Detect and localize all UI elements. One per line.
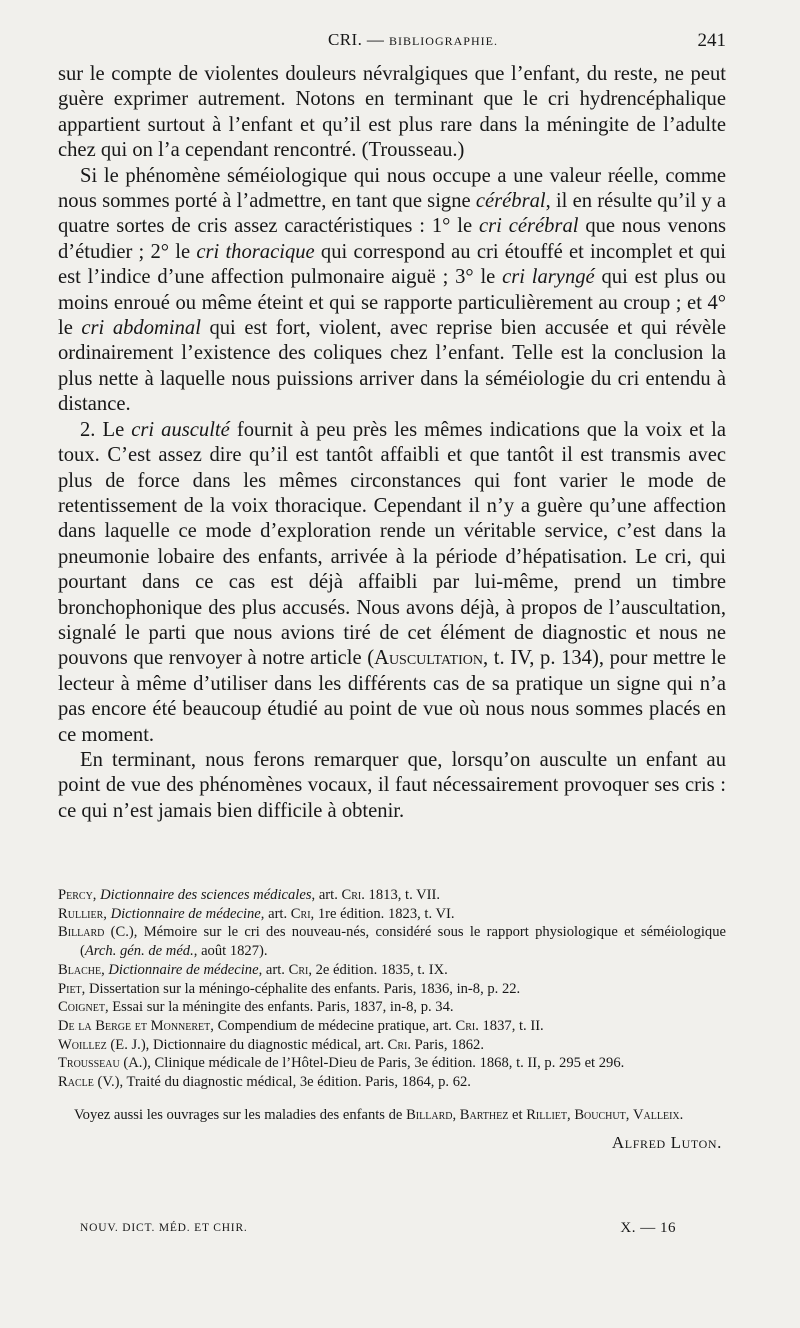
author-signature: Alfred Luton.	[611, 1133, 722, 1153]
reference-entry: Blache, Dictionnaire de médecine, art. Cri, 2e édition. 1835, t. IX.	[58, 961, 448, 978]
reference-list	[58, 886, 726, 1092]
bibliography	[58, 886, 726, 1154]
reference-entry: De la Berge et Monneret, Compendium de médecine pratique, art. Cri. 1837, t. II.	[58, 1017, 544, 1034]
running-head-dash: —	[362, 30, 389, 49]
reference-entry: Racle (V.), Traité du diagnostic médical, 3e édition. Paris, 1864, p. 62.	[58, 1074, 471, 1091]
term-cerebral: cérébral	[475, 190, 546, 213]
paragraph-continued: sur le compte de violentes douleurs névralgiques que l’enfant, du reste, ne peut guère exprimer autrement. Notons en terminant que le cri hydrencéphalique appartient surtout à l’enfant et qu’il est plus rare dans la méningite de l’adulte chez qui on l’a cependant rencontré. (Trousseau.)	[58, 63, 726, 162]
running-head-left: CRI.	[328, 30, 363, 49]
footer-signature-mark: X. — 16	[620, 1220, 676, 1236]
reference-entry: Piet, Dissertation sur la méningo-céphalite des enfants. Paris, 1836, in-8, p. 22.	[58, 980, 521, 997]
term-cri-abdominal: cri abdominal	[81, 317, 201, 340]
term-cri-thoracique: cri thoracique	[196, 240, 315, 263]
page-footer	[80, 1220, 676, 1242]
main-text	[58, 62, 726, 824]
reference-entry: Billard (C.), Mémoire sur le cri des nouveau-nés, considéré sous le rapport physiologique et séméiologique (Arch. gén. de méd., août 1827).	[58, 924, 726, 960]
paragraph-cry-types: Si le phénomène séméiologique qui nous occupe a une valeur réelle, comme nous sommes porté à l’admettre, en tant que signe cérébral, il en résulte qu’il y a quatre sortes de cris assez caractéristiques : 1° le cri cérébral que nous venons d’étudier ; 2° le cri thoracique qui correspond au cri étouffé et incomplet et qui est l’indice d’une affection pulmonaire aiguë ; 3° le cri laryngé qui est plus ou moins enroué ou même éteint et qui se rapporte particulièrement au croup ; et 4° le cri abdominal qui est fort, violent, avec reprise bien accusée et qui révèle ordinairement l’existence des coliques chez l’enfant. Telle est la conclusion la plus nette à laquelle nous puissions arriver dans la séméiologie du cri entendu à distance.	[58, 164, 727, 416]
page-header	[60, 30, 726, 54]
term-cri-laryngé: cri laryngé	[502, 266, 595, 289]
cross-reference: Auscultation	[374, 647, 483, 670]
footer-publication: NOUV. DICT. MÉD. ET CHIR.	[80, 1222, 248, 1234]
term-cri-cerebral: cri cérébral	[478, 215, 579, 238]
running-head	[60, 30, 726, 50]
reference-entry: Woillez (E. J.), Dictionnaire du diagnostic médical, art. Cri. Paris, 1862.	[58, 1036, 484, 1053]
running-head-right: BIBLIOGRAPHIE.	[388, 34, 498, 48]
term-cri-ausculte: cri ausculté	[131, 418, 230, 441]
paragraph-conclusion: En terminant, nous ferons remarquer que, lorsqu’on ausculte un enfant au point de vue des phénomènes vocaux, il faut nécessairement provoquer ses cris : ce qui n’est jamais bien difficile à obtenir.	[58, 748, 726, 822]
see-also-note: Voyez aussi les ouvrages sur les maladies des enfants de Billard, Barthez et Rilliet, Bouchut, Valleix.	[74, 1106, 684, 1123]
paragraph-cri-ausculte: 2. Le cri ausculté fournit à peu près les mêmes indications que la voix et la toux. C’est assez dire qu’il est tantôt affaibli et que tantôt il est transmis avec plus de force dans les mêmes circonstances qui font varier le mode de retentissement de la voix thoracique. Cependant il n’y a guère qu’une affection dans laquelle ce mode d’exploration rende un véritable service, c’est dans la pneumonie lobaire des enfants, arrivée à la période d’hépatisation. Le cri, qui pourtant dans ce cas est déjà affaibli par lui-même, prend un timbre bronchophonique des plus accusés. Nous avons déjà, à propos de l’auscultation, signalé le parti que nous avions tiré de cet élément de diagnostic et nous ne pouvons que renvoyer à notre article (Auscultation, t. IV, p. 134), pour mettre le lecteur à même d’utiliser dans les différents cas de sa pratique un signe qui n’a pas encore été beaucoup étudié au point de vue où nous nous sommes placés en ce moment.	[58, 418, 726, 746]
reference-entry: Coignet, Essai sur la méningite des enfants. Paris, 1837, in-8, p. 34.	[58, 999, 454, 1016]
page-number: 241	[697, 30, 726, 51]
reference-entry: Rullier, Dictionnaire de médecine, art. Cri, 1re édition. 1823, t. VI.	[58, 905, 455, 922]
reference-entry: Trousseau (A.), Clinique médicale de l’Hôtel-Dieu de Paris, 3e édition. 1868, t. II, p. 295 et 296.	[58, 1055, 625, 1072]
reference-entry: Percy, Dictionnaire des sciences médicales, art. Cri. 1813, t. VII.	[58, 887, 441, 903]
